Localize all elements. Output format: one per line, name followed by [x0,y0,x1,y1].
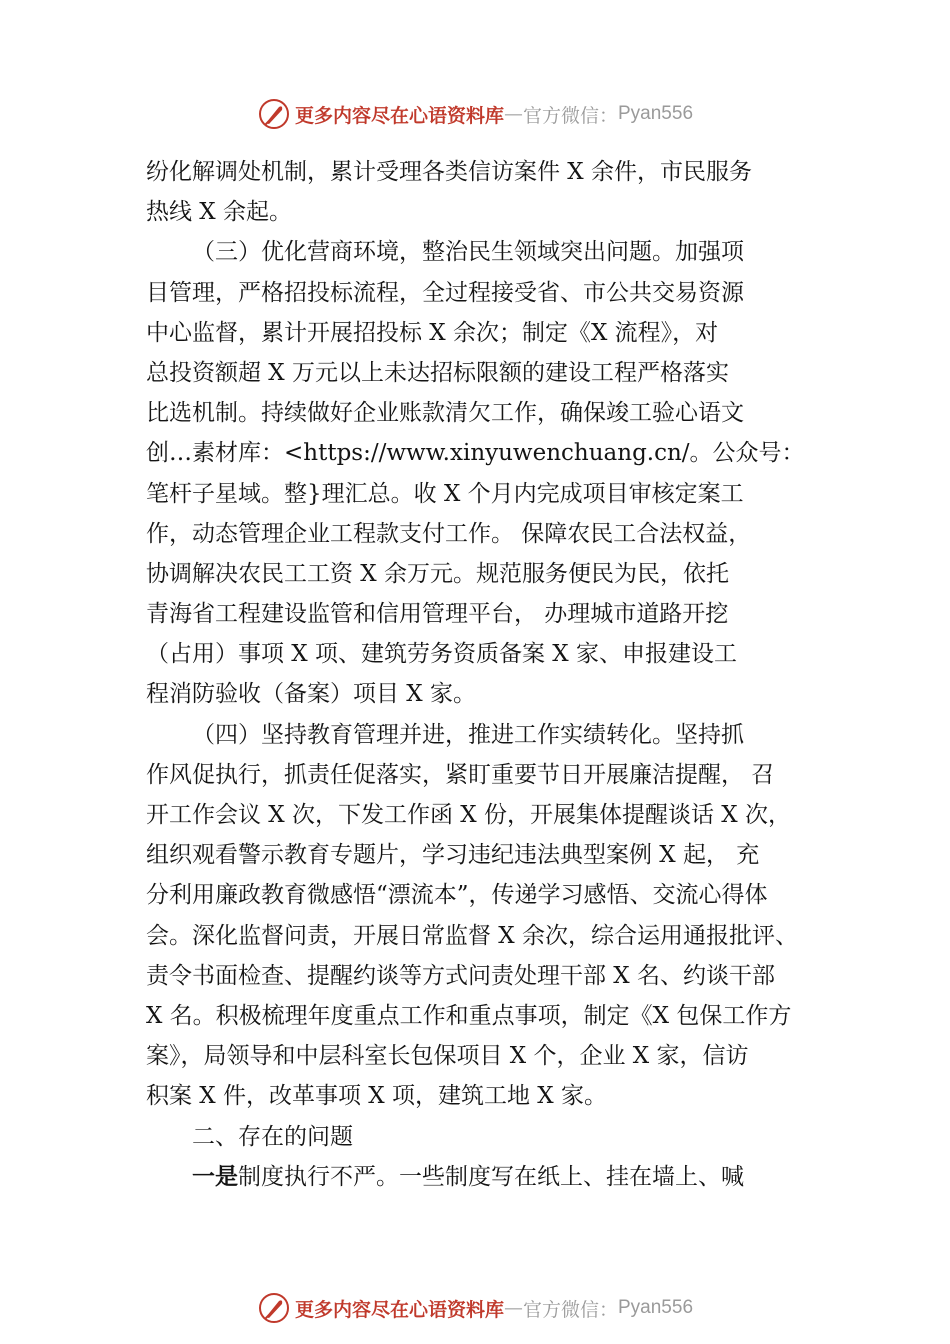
text-line: 积案 X 件，改革事项 X 项，建筑工地 X 家。 [146,1083,607,1110]
problem-item-text: 制度执行不严。一些制度写在纸上、挂在墙上、喊 [238,1163,744,1190]
section-heading-4: （四）坚持教育管理并进，推进工作实绩转化。坚持抓 [192,721,744,748]
text-line: 开工作会议 X 次，下发工作函 X 份，开展集体提醒谈话 X 次， [146,802,791,828]
text-line: 会。深化监督问责，开展日常监督 X 余次，综合运用通报批评、 [146,922,798,949]
text-line: 笔杆子星域。整}理汇总。收 X 个月内完成项目审核定案工 [146,480,744,507]
text-line: X 名。积极梳理年度重点工作和重点事项，制定《X 包保工作方 [146,1002,792,1029]
text-line: 分利用廉政教育微感悟“漂流本”，传递学习感悟、交流心得体 [146,882,768,909]
section-heading-3: （三）优化营商环境，整治民生领域突出问题。加强项 [192,239,744,266]
text-line: 案》，局领导和中层科室长包保项目 X 个，企业 X 家，信访 [146,1043,749,1070]
text-line: 组织观看警示教育专题片，学习违纪违法典型案例 X 起， 充 [146,842,760,869]
text-line: 热线 X 余起。 [146,199,292,226]
text-line: 责令书面检查、提醒约谈等方式问责处理干部 X 名、约谈干部 [146,962,775,989]
banner-brand-text: 更多内容尽在心语资料库 [294,104,504,127]
banner-wechat-id: Pyan556 [618,1297,694,1318]
text-line: 纷化解调处机制，累计受理各类信访案件 X 余件，市民服务 [146,159,752,185]
quill-pen-icon [257,97,291,131]
text-line: 创…素材库：<https://www.xinyuwenchuang.cn/。公众号： [146,440,805,467]
banner-wechat-label: 官方微信： [522,104,618,127]
text-line: 程消防验收（备案）项目 X 家。 [146,681,476,708]
text-line: 目管理，严格招投标流程，全过程接受省、市公共交易资源 [146,279,744,306]
text-line: 比选机制。持续做好企业账款清欠工作，确保竣工验心语文 [146,400,744,427]
section-heading-problems: 二、存在的问题 [192,1123,353,1150]
banner-wechat-label: 官方微信： [522,1298,618,1321]
banner-wechat-id: Pyan556 [618,103,694,124]
text-line: 作风促执行，抓责任促落实，紧盯重要节日开展廉洁提醒， 召 [146,761,775,788]
problem-item-prefix: 一是 [192,1163,238,1190]
banner-brand-text: 更多内容尽在心语资料库 [294,1298,504,1321]
banner-separator: — [503,1297,523,1319]
document-body [146,152,836,1197]
text-line: （占用）事项 X 项、建筑劳务资质备案 X 家、申报建设工 [146,641,737,668]
problem-item-1 [146,1157,836,1197]
header-watermark-banner [0,94,950,134]
text-line: 中心监督，累计开展招投标 X 余次；制定《X 流程》，对 [146,319,719,346]
text-line: 作，动态管理企业工程款支付工作。 保障农民工合法权益， [146,520,752,547]
footer-watermark-banner [0,1288,950,1328]
text-line: 青海省工程建设监管和信用管理平台， 办理城市道路开挖 [146,601,729,628]
text-line: 总投资额超 X 万元以上未达招标限额的建设工程严格落实 [146,359,729,386]
quill-pen-icon [257,1291,291,1325]
banner-separator: — [503,103,523,125]
text-line: 协调解决农民工工资 X 余万元。规范服务便民为民，依托 [146,560,729,587]
